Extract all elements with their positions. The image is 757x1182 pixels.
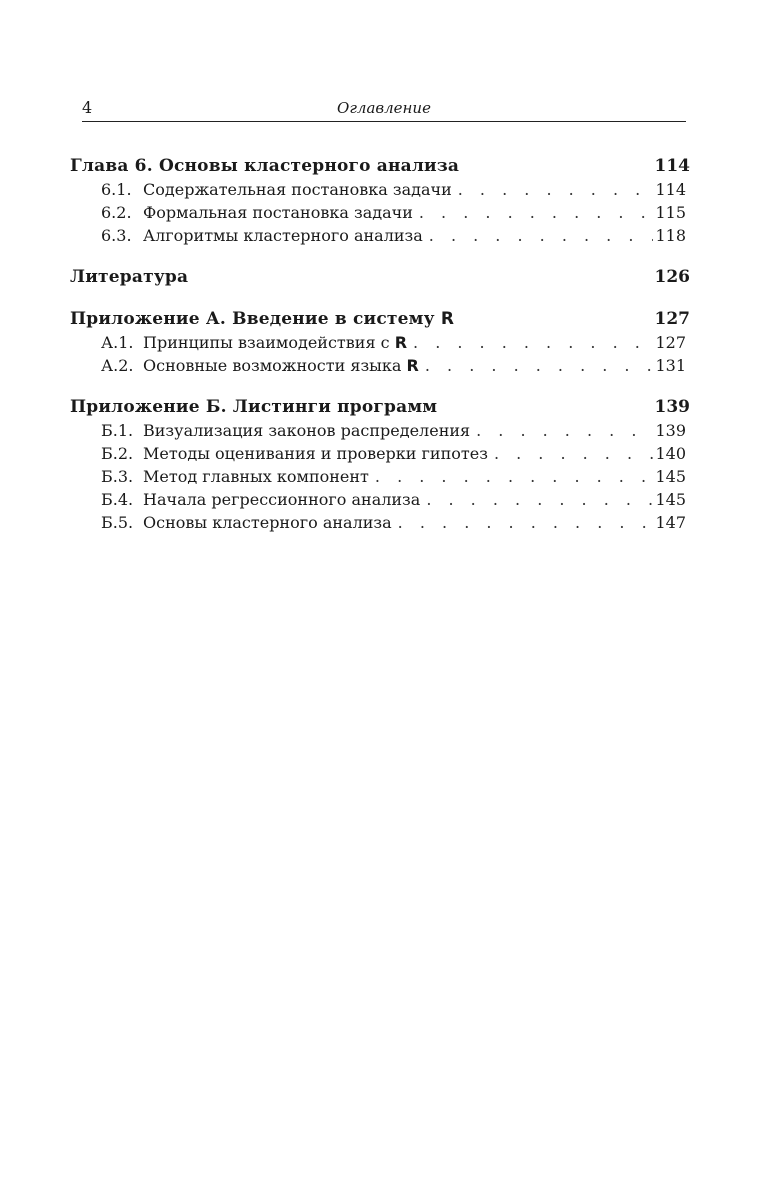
toc-entry[interactable] — [70, 465, 690, 488]
chapter-title-text: Приложение А. Введение в систему — [70, 309, 435, 329]
dot-leader — [429, 224, 654, 247]
dot-leader — [426, 488, 653, 511]
toc-chapter[interactable] — [70, 395, 690, 419]
entry-number: Б.1. — [101, 421, 134, 440]
chapter-page: 127 — [654, 309, 690, 329]
dot-leader — [458, 178, 654, 201]
section-gap — [70, 247, 690, 265]
entry-title: Метод главных компонент — [143, 467, 369, 486]
r-logo-text: R — [394, 333, 408, 352]
dot-leader — [413, 331, 653, 354]
entry-page: 118 — [655, 226, 686, 245]
entry-number: А.2. — [101, 356, 134, 375]
entry-number: Б.2. — [101, 444, 134, 463]
entry-title: Основы кластерного анализа — [143, 513, 392, 532]
entry-title — [143, 354, 419, 377]
dot-leader — [425, 354, 654, 377]
entry-number: Б.3. — [101, 467, 134, 486]
entry-page: 140 — [655, 444, 686, 463]
entry-title: Начала регрессионного анализа — [143, 490, 421, 509]
chapter-page: 114 — [654, 156, 690, 176]
entry-title-text: Основные возможности языка — [143, 356, 402, 375]
toc-chapter[interactable] — [70, 154, 690, 178]
entry-page: 145 — [655, 467, 686, 486]
entry-title-text: Принципы взаимодействия с — [143, 333, 390, 352]
toc-entry[interactable] — [70, 201, 690, 224]
entry-page: 127 — [655, 333, 686, 352]
dot-leader — [398, 511, 654, 534]
running-head — [82, 98, 686, 122]
entry-number: 6.2. — [101, 203, 132, 222]
entry-number: 6.3. — [101, 226, 132, 245]
toc-entry[interactable] — [70, 178, 690, 201]
entry-title: Содержательная постановка задачи — [143, 180, 452, 199]
toc-entry[interactable] — [70, 419, 690, 442]
section-gap — [70, 289, 690, 307]
chapter-page: 139 — [654, 397, 690, 417]
entry-page: 115 — [655, 203, 686, 222]
toc-entry[interactable] — [70, 331, 690, 354]
toc-entry[interactable] — [70, 224, 690, 247]
toc-chapter[interactable] — [70, 265, 690, 289]
toc-entry[interactable] — [70, 442, 690, 465]
entry-title — [143, 331, 407, 354]
r-logo-text: R — [406, 356, 419, 375]
entry-number: А.1. — [101, 333, 134, 352]
entry-page: 114 — [655, 180, 686, 199]
toc-entry[interactable] — [70, 488, 690, 511]
entry-title: Методы оценивания и проверки гипотез — [143, 444, 488, 463]
entry-title: Формальная постановка задачи — [143, 203, 413, 222]
entry-title: Визуализация законов распределения — [143, 421, 471, 440]
chapter-title: Глава 6. Основы кластерного анализа — [70, 156, 460, 176]
entry-number: Б.5. — [101, 513, 134, 532]
entry-page: 139 — [655, 421, 686, 440]
dot-leader — [494, 442, 654, 465]
chapter-title — [70, 307, 454, 331]
entry-page: 145 — [655, 490, 686, 509]
entry-title: Алгоритмы кластерного анализа — [143, 226, 423, 245]
table-of-contents — [70, 154, 690, 534]
entry-page: 147 — [655, 513, 686, 532]
section-gap — [70, 377, 690, 395]
chapter-page: 126 — [654, 267, 690, 287]
toc-entry[interactable] — [70, 354, 690, 377]
entry-number: Б.4. — [101, 490, 134, 509]
r-logo-text: R — [440, 309, 455, 329]
dot-leader — [375, 465, 654, 488]
chapter-title: Приложение Б. Листинги программ — [70, 397, 438, 417]
toc-entry[interactable] — [70, 511, 690, 534]
entry-page: 131 — [655, 356, 686, 375]
toc-chapter[interactable] — [70, 307, 690, 331]
entry-number: 6.1. — [101, 180, 132, 199]
dot-leader — [419, 201, 654, 224]
dot-leader — [476, 419, 653, 442]
page-number: 4 — [82, 98, 93, 117]
running-head-title: Оглавление — [337, 99, 431, 117]
chapter-title: Литература — [70, 267, 189, 287]
